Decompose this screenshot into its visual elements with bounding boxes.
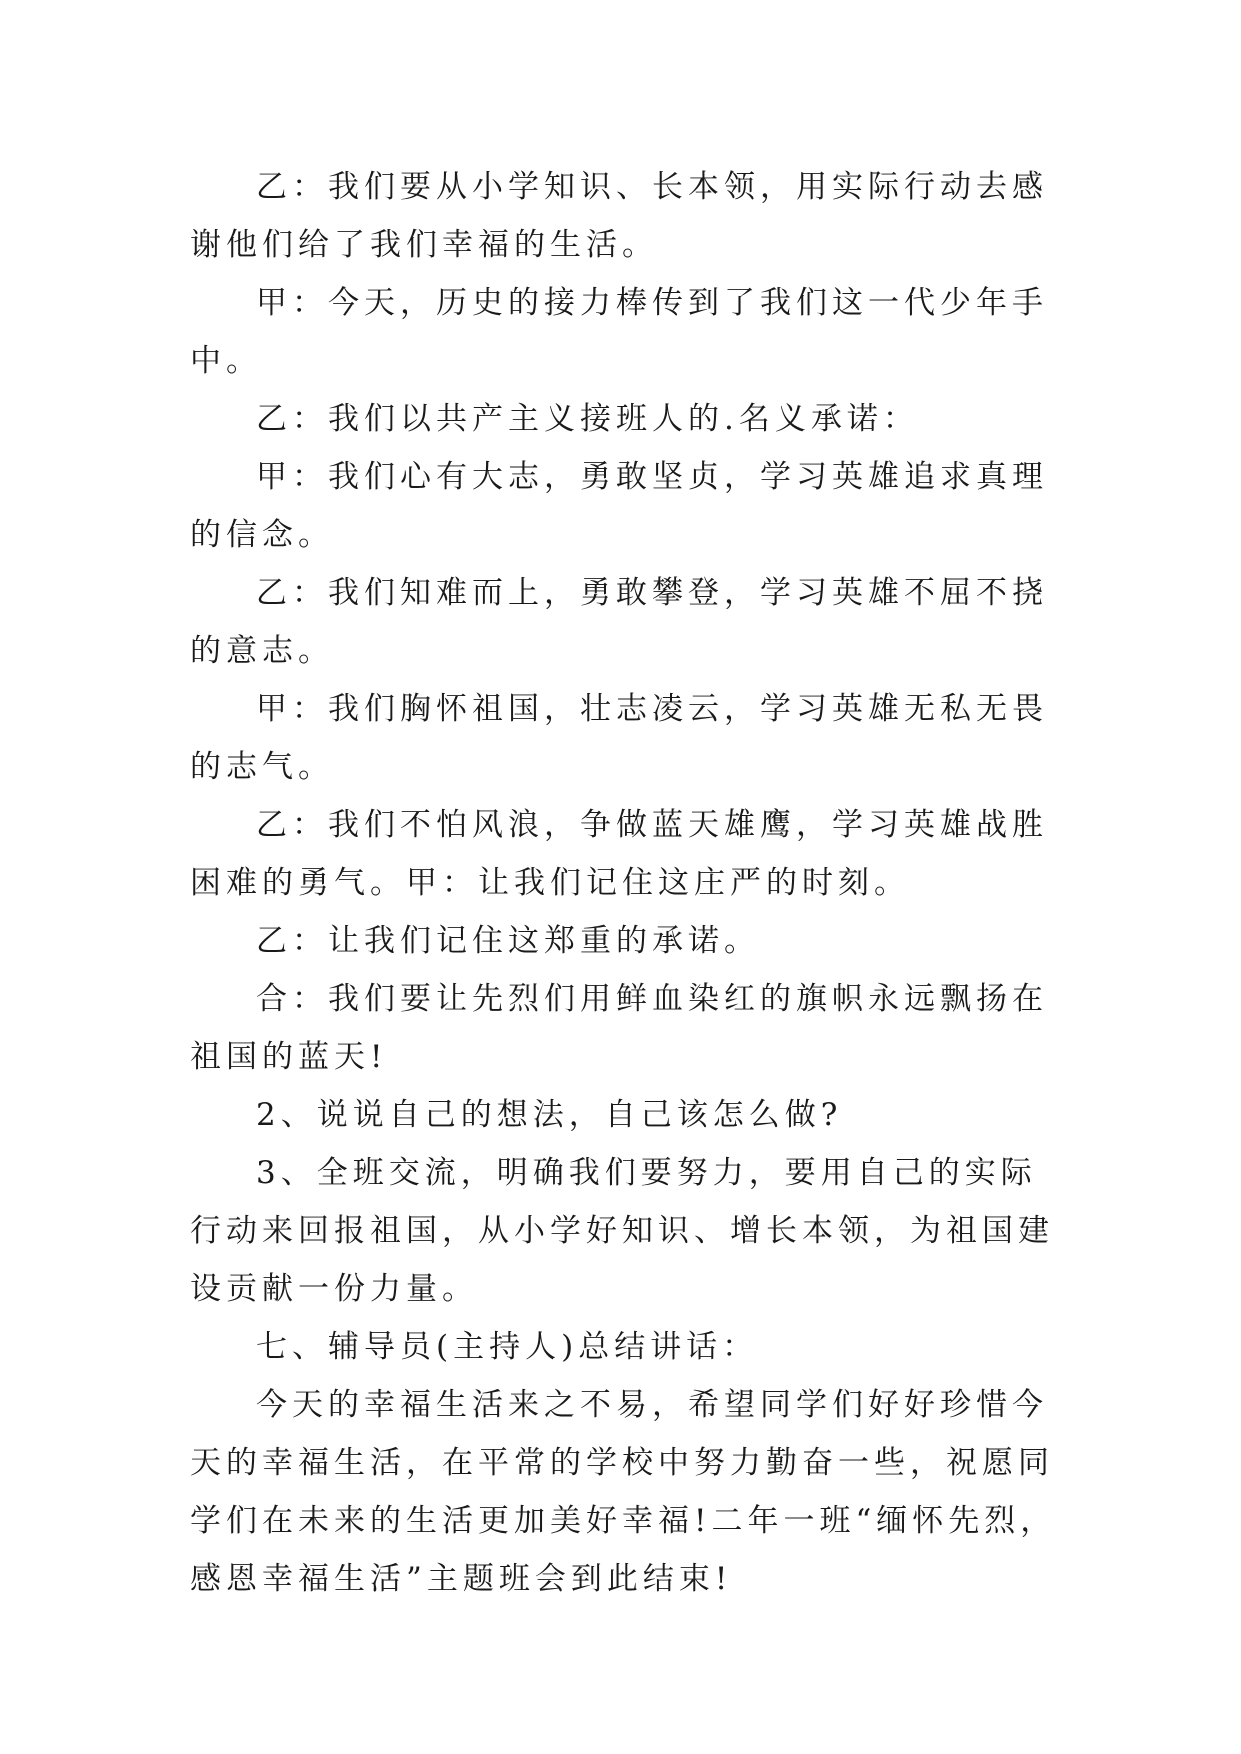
- paragraph-1: 乙：我们要从小学知识、长本领，用实际行动去感谢他们给了我们幸福的生活。: [190, 169, 1048, 263]
- paragraph-5: 乙：我们知难而上，勇敢攀登，学习英雄不屈不挠的意志。: [190, 575, 1048, 669]
- document-body: [190, 158, 1070, 1608]
- paragraph-8: 乙：让我们记住这郑重的承诺。: [256, 923, 760, 959]
- paragraph-2: 甲：今天，历史的接力棒传到了我们这一代少年手中。: [190, 285, 1048, 379]
- paragraph-9: 合：我们要让先烈们用鲜血染红的旗帜永远飘扬在祖国的蓝天!: [190, 981, 1048, 1075]
- paragraph-4: 甲：我们心有大志，勇敢坚贞，学习英雄追求真理的信念。: [190, 459, 1048, 553]
- paragraph-10: 2、说说自己的想法，自己该怎么做?: [256, 1097, 843, 1133]
- section-heading: 七、辅导员(主持人)总结讲话：: [256, 1329, 759, 1365]
- paragraph-7: 乙：我们不怕风浪，争做蓝天雄鹰，学习英雄战胜困难的勇气。甲：让我们记住这庄严的时刻。: [190, 807, 1048, 901]
- paragraph-3: 乙：我们以共产主义接班人的.名义承诺：: [256, 401, 919, 437]
- paragraph-13: 今天的幸福生活来之不易，希望同学们好好珍惜今天的幸福生活，在平常的学校中努力勤奋一些，祝愿同学们在未来的生活更加美好幸福!二年一班“缅怀先烈，感恩幸福生活”主题班会到此结束!: [190, 1387, 1057, 1597]
- paragraph-6: 甲：我们胸怀祖国，壮志凌云，学习英雄无私无畏的志气。: [190, 691, 1048, 785]
- paragraph-11: 3、全班交流，明确我们要努力，要用自己的实际行动来回报祖国，从小学好知识、增长本领，为祖国建设贡献一份力量。: [190, 1155, 1054, 1307]
